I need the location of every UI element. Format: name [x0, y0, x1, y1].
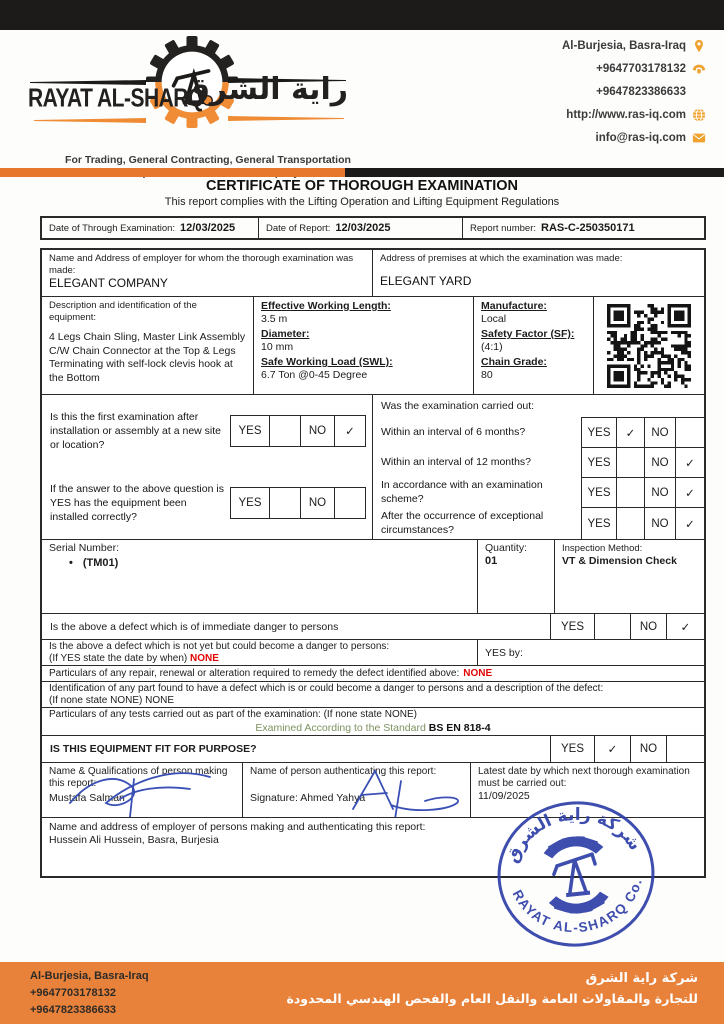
- first-exam-yes-check[interactable]: [269, 416, 300, 446]
- exam-date-cell: [42, 218, 258, 238]
- yes-label: YES: [587, 486, 611, 499]
- footer-arabic-line2: للتجارة والمقاولات العامة والنقل العام والفحص الهندسي المحدودة: [286, 991, 698, 1006]
- next-exam-label: Latest date by which next thorough examination must be carried out:: [478, 766, 690, 789]
- immediate-danger-text: Is the above a defect which is of immediate danger to persons: [50, 620, 339, 633]
- manufacture-label: Manufacture:: [481, 300, 547, 312]
- safety-factor-value: (4:1): [481, 341, 503, 353]
- exam-scheme-row: [373, 477, 704, 507]
- footer-contact: [30, 968, 149, 1019]
- no-label: NO: [644, 478, 675, 507]
- premises-cell: [372, 250, 704, 296]
- contact-phone2: [446, 80, 706, 103]
- fit-yes-check[interactable]: ✓: [594, 736, 630, 762]
- qr-code: [607, 304, 691, 388]
- maker-label: Name & Qualifications of person making this report:: [49, 766, 228, 789]
- address-text: Al-Burjesia, Basra-Iraq: [562, 39, 686, 52]
- exceptional-no-check[interactable]: ✓: [675, 508, 704, 539]
- installed-yes-check[interactable]: [269, 488, 300, 518]
- no-label: NO: [644, 508, 675, 539]
- no-label: NO: [644, 448, 675, 477]
- exam-scheme-yn: [581, 477, 704, 507]
- quantity-cell: [477, 540, 554, 613]
- company-stamp: [492, 798, 660, 950]
- top-bar: [0, 0, 724, 30]
- notyet-cell: [42, 640, 477, 665]
- repair-label: Particulars of any repair, renewal or alteration required to remedy the defect identified above:: [49, 668, 460, 679]
- logo-line: [228, 116, 344, 121]
- inspection-method-value: VT & Dimension Check: [562, 554, 677, 567]
- yes-by-cell: [477, 640, 704, 665]
- immediate-danger-row: [42, 613, 704, 639]
- first-examination-cell: [42, 395, 372, 539]
- date-table: [40, 216, 706, 240]
- interval-6-row: [373, 417, 704, 447]
- equipment-row: [42, 296, 704, 394]
- exam-scheme-yes-check[interactable]: [616, 478, 644, 507]
- document-subtitle: This report complies with the Lifting Operation and Lifting Equipment Regulations: [164, 196, 560, 208]
- report-date-cell: [258, 218, 462, 238]
- report-date-value: 12/03/2025: [335, 222, 391, 234]
- identification-line1: Identification of any part found to have a defect which is or could become a danger to persons and a description of the defect:: [49, 683, 604, 694]
- first-exam-yn: [230, 415, 366, 447]
- safety-factor-label: Safety Factor (SF):: [481, 328, 575, 340]
- no-label: NO: [300, 488, 334, 518]
- company-name-latin: RAYAT AL-SHARQ: [28, 84, 204, 113]
- interval-12-row: [373, 447, 704, 477]
- interval-6-yes-check[interactable]: ✓: [616, 418, 644, 447]
- auth-label: Name of person authenticating this report:: [250, 766, 437, 777]
- swl-label: Safe Working Load (SWL):: [261, 356, 393, 368]
- footer-arabic-line1: شركة راية الشرق: [585, 971, 698, 986]
- first-exam-question: [42, 395, 372, 467]
- next-exam-value: 11/09/2025: [478, 790, 530, 802]
- yes-label: YES: [238, 425, 262, 437]
- stamp-latin-text: RAYAT AL-SHARQ Co.: [509, 876, 646, 936]
- contact-email[interactable]: [446, 126, 706, 149]
- contact-phone1: [446, 57, 706, 80]
- notyet-line1: Is the above a defect which is not yet but could become a danger to persons:: [49, 641, 390, 652]
- phone1-text: +9647703178132: [596, 62, 686, 75]
- carried-out-cell: [372, 395, 704, 539]
- diameter-label: Diameter:: [261, 328, 310, 340]
- manufacture-value: Local: [481, 313, 507, 325]
- identification-cell: [42, 682, 704, 707]
- interval-12-text: Within an interval of 12 months?: [381, 456, 531, 468]
- first-exam-no-check[interactable]: ✓: [334, 416, 365, 446]
- authenticator-cell: [242, 763, 470, 817]
- maker-name: Mustafa Salman: [49, 792, 125, 804]
- envelope-icon: [692, 131, 706, 145]
- fit-for-purpose-row: [42, 735, 704, 762]
- no-label: NO: [644, 418, 675, 447]
- auth-value: Signature: Ahmed Yahya: [250, 792, 366, 804]
- installed-no-check[interactable]: [334, 488, 365, 518]
- interval-6-yn: [581, 417, 704, 447]
- carried-out-heading: Was the examination carried out:: [381, 400, 535, 412]
- email-text[interactable]: info@ras-iq.com: [595, 131, 686, 144]
- bullet: •: [69, 556, 73, 569]
- equipment-manufacture-cell: [473, 297, 593, 394]
- phone2-text: +9647823386633: [596, 85, 686, 98]
- no-label: NO: [630, 614, 666, 639]
- exceptional-yn: [581, 507, 704, 539]
- quantity-label: Quantity:: [485, 542, 528, 554]
- serial-cell: [42, 540, 477, 613]
- working-length-value: 3.5 m: [261, 313, 288, 325]
- yes-label: YES: [238, 497, 262, 509]
- footer-phone1: +9647703178132: [30, 987, 116, 999]
- tagline-line1: For Trading, General Contracting, General Transportation: [65, 154, 351, 166]
- working-length-label: Effective Working Length:: [261, 300, 391, 312]
- header-divider-bar: [0, 168, 724, 177]
- equipment-description-cell: [42, 297, 253, 394]
- no-label: NO: [300, 416, 334, 446]
- no-label: NO: [630, 736, 666, 762]
- exam-scheme-text: In accordance with an examination scheme?: [381, 479, 543, 505]
- identification-row: [42, 681, 704, 707]
- standard-line: [49, 722, 697, 734]
- installed-question: [42, 467, 372, 539]
- repair-row: [42, 665, 704, 681]
- tests-cell: [42, 708, 704, 735]
- footer-address: Al-Burjesia, Basra-Iraq: [30, 970, 149, 982]
- fit-label: IS THIS EQUIPMENT FIT FOR PURPOSE?: [50, 743, 257, 755]
- yes-label: YES: [550, 736, 594, 762]
- globe-icon: [692, 108, 706, 122]
- equipment-description-value: 4 Legs Chain Sling, Master Link Assembly C/W Chain Connector at the Top & Legs Terminating with self-lock clevis hook at the Bottom: [49, 331, 246, 384]
- exceptional-row: [373, 507, 704, 539]
- examination-form: [40, 248, 706, 878]
- swl-value: 6.7 Ton @0-45 Degree: [261, 369, 368, 381]
- interval-12-no-check[interactable]: ✓: [675, 448, 704, 477]
- interval-6-no-check[interactable]: [675, 418, 704, 447]
- employer-row: [42, 250, 704, 296]
- contact-address: [446, 34, 706, 57]
- chain-grade-value: 80: [481, 369, 493, 381]
- exceptional-yes-check[interactable]: [616, 508, 644, 539]
- repair-value: NONE: [463, 668, 493, 679]
- company-logo: [28, 36, 351, 166]
- premises-value: ELEGANT YARD: [380, 273, 472, 288]
- installed-text: If the answer to the above question is YES has the equipment been installed correctly?: [50, 483, 224, 523]
- notyet-line2-text: (If YES state the date by when): [49, 653, 188, 664]
- chain-grade-label: Chain Grade:: [481, 356, 547, 368]
- exceptional-text: After the occurrence of exceptional circumstances?: [381, 510, 544, 536]
- inspection-method-cell: [554, 540, 704, 613]
- notyet-line2: [49, 653, 470, 665]
- employer-value: ELEGANT COMPANY: [49, 276, 168, 290]
- interval-12-yes-check[interactable]: [616, 448, 644, 477]
- installed-yn: [230, 487, 366, 519]
- standard-value: BS EN 818-4: [428, 722, 491, 734]
- standard-prefix: Examined According to the Standard: [255, 722, 426, 734]
- serial-value-line: [49, 557, 470, 569]
- employer-cell: [42, 250, 372, 296]
- identification-line2: (If none state NONE) NONE: [49, 695, 175, 706]
- exam-date-value: 12/03/2025: [180, 222, 236, 234]
- interval-12-yn: [581, 447, 704, 477]
- contact-block: [446, 34, 706, 149]
- diameter-value: 10 mm: [261, 341, 294, 353]
- report-employer-label: Name and address of employer of persons making and authenticating this report:: [49, 821, 426, 833]
- report-employer-value: Hussein Ali Hussein, Basra, Burjesia: [49, 834, 219, 846]
- yes-label: YES: [550, 614, 594, 639]
- yes-label: YES: [587, 517, 611, 530]
- immediate-no-check[interactable]: ✓: [666, 614, 704, 639]
- report-number-label: Report number:: [470, 222, 537, 234]
- tests-line1: Particulars of any tests carried out as part of the examination: (If none state NONE): [49, 709, 417, 720]
- qr-code-cell: [593, 297, 704, 394]
- footer: [0, 962, 724, 1024]
- interval-6-text: Within an interval of 6 months?: [381, 426, 526, 438]
- quantity-value: 01: [485, 554, 498, 567]
- inspection-method-label: Inspection Method:: [562, 543, 643, 554]
- stamp-arabic-text: شركة راية الشرق: [502, 804, 645, 866]
- logo-line: [34, 118, 146, 123]
- exam-date-label: Date of Through Examination:: [49, 222, 176, 234]
- report-date-label: Date of Report:: [266, 222, 331, 234]
- equipment-description-label: Description and identification of the equipment:: [49, 300, 197, 323]
- equipment-dimensions-cell: [253, 297, 473, 394]
- serial-row: [42, 539, 704, 613]
- yes-by-label: YES by:: [485, 646, 523, 659]
- fit-no-check[interactable]: [666, 736, 704, 762]
- serial-label: Serial Number:: [49, 542, 120, 554]
- header: [0, 30, 724, 168]
- tests-row: [42, 707, 704, 735]
- first-exam-text: Is this the first examination after installation or assembly at a new site or location?: [50, 411, 221, 451]
- notyet-danger-row: [42, 639, 704, 665]
- document-title: CERTIFICATE OF THOROUGH EXAMINATION: [205, 178, 518, 194]
- website-text[interactable]: http://www.ras-iq.com: [566, 108, 686, 121]
- repair-cell: [42, 666, 704, 681]
- report-number-value: RAS-C-250350171: [541, 222, 635, 234]
- immediate-yes-check[interactable]: [594, 614, 630, 639]
- serial-value: (TM01): [82, 556, 119, 569]
- exam-scheme-no-check[interactable]: ✓: [675, 478, 704, 507]
- yes-label: YES: [587, 456, 611, 469]
- company-name-arabic: راية الشرق: [182, 72, 348, 107]
- location-pin-icon: [692, 39, 706, 53]
- premises-label: Address of premises at which the examination was made:: [380, 253, 623, 264]
- report-maker-cell: [42, 763, 242, 817]
- phone-icon: [692, 62, 706, 76]
- footer-arabic: [287, 969, 699, 1009]
- contact-website[interactable]: [446, 103, 706, 126]
- report-number-cell: [462, 218, 704, 238]
- svg-text:شركة راية الشرق: [497, 798, 645, 868]
- footer-phone2: +9647823386633: [30, 1004, 116, 1016]
- yes-label: YES: [587, 426, 611, 439]
- questions-row: [42, 394, 704, 539]
- employer-label: Name and Address of employer for whom the thorough examination was made:: [49, 253, 354, 276]
- notyet-value: NONE: [190, 653, 219, 664]
